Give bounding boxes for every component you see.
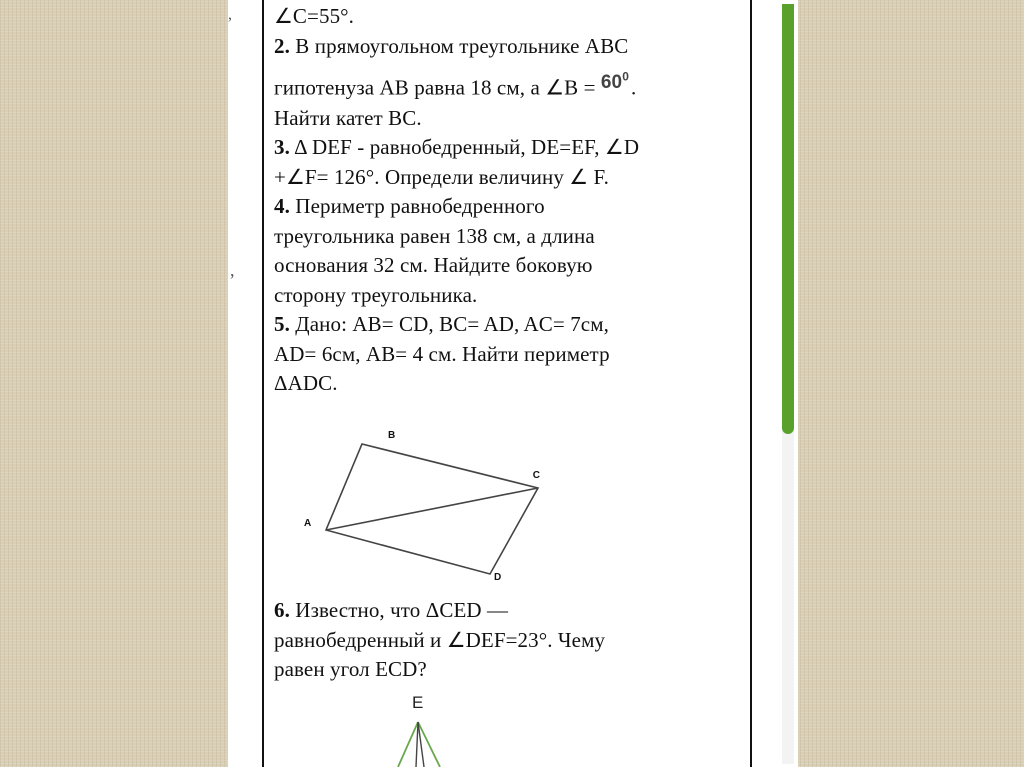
document-screenshot — [228, 0, 798, 767]
problem-2-line-1 — [274, 32, 734, 62]
problem-6-line-2: равнобедренный и ∠DEF=23°. Чему — [274, 627, 606, 652]
problem-1-tail: ∠C=55°. — [274, 4, 355, 28]
problem-2-number: 2. — [274, 33, 290, 58]
vertex-label-d: D — [494, 572, 502, 583]
problem-5-line-2: AD= 6см, AB= 4 см. Найти периметр — [274, 341, 610, 366]
parallelogram-figure — [278, 420, 538, 590]
vertex-label-b: B — [388, 430, 396, 441]
scrollbar[interactable] — [782, 4, 794, 764]
problem-4-text-1: Периметр равнобедренного — [289, 194, 545, 219]
problem-3-line-1 — [274, 133, 734, 163]
problem-2-text-1: В прямоугольном треугольнике АВС — [289, 33, 629, 58]
problems-text-bottom — [274, 596, 734, 685]
vertex-label-c: C — [532, 470, 540, 481]
angle-value: 60 — [600, 72, 623, 94]
problem-4-line-3: основания 32 см. Найдите боковую — [274, 253, 593, 278]
problem-5-line-3: ΔADC. — [274, 371, 338, 396]
document-page — [262, 0, 752, 767]
problem-3-text-1: Δ DEF - равнобедренный, DE=EF, ∠D — [289, 135, 640, 160]
angle-value-image — [601, 72, 629, 93]
problem-2-text-2: гипотенуза АВ равна 18 см, а ∠В = — [274, 75, 601, 100]
triangle-median — [416, 722, 418, 767]
problem-4-number: 4. — [274, 194, 290, 219]
problem-2-line-2 — [274, 69, 734, 104]
margin-mark-top: , — [228, 6, 232, 23]
angle-degree: 0 — [622, 70, 630, 84]
scrollbar-thumb[interactable] — [782, 4, 794, 434]
problem-4-line-2: треугольника равен 138 см, а длина — [274, 223, 595, 248]
diagonal-ac — [326, 488, 538, 530]
triangle-side-left — [398, 722, 418, 767]
problem-3-number: 3. — [274, 135, 290, 160]
problem-3-line-2: +∠F= 126°. Определи величину ∠ F. — [274, 164, 610, 189]
problem-6-text-1: Известно, что ΔCED — — [289, 598, 509, 622]
problem-2-line-3: Найти катет ВС. — [274, 105, 422, 130]
vertex-label-a: A — [304, 518, 312, 529]
problem-5-text-1: Дано: AB= CD, BC= AD, AC= 7см, — [289, 312, 609, 337]
problem-5-number: 5. — [274, 312, 290, 337]
problem-2-text-3: . — [631, 75, 637, 100]
problem-4-line-1 — [274, 192, 734, 222]
vertex-label-e: E — [412, 693, 424, 712]
problem-5-line-1 — [274, 310, 734, 340]
problem-6-line-3: равен угол ECD? — [274, 657, 427, 681]
triangle-e-figure — [384, 688, 464, 767]
problem-4-line-4: сторону треугольника. — [274, 282, 478, 307]
problem-6-line-1 — [274, 596, 734, 626]
problem-6-number: 6. — [274, 598, 290, 622]
margin-mark-middle: , — [230, 260, 235, 280]
problems-text-top — [274, 2, 734, 399]
